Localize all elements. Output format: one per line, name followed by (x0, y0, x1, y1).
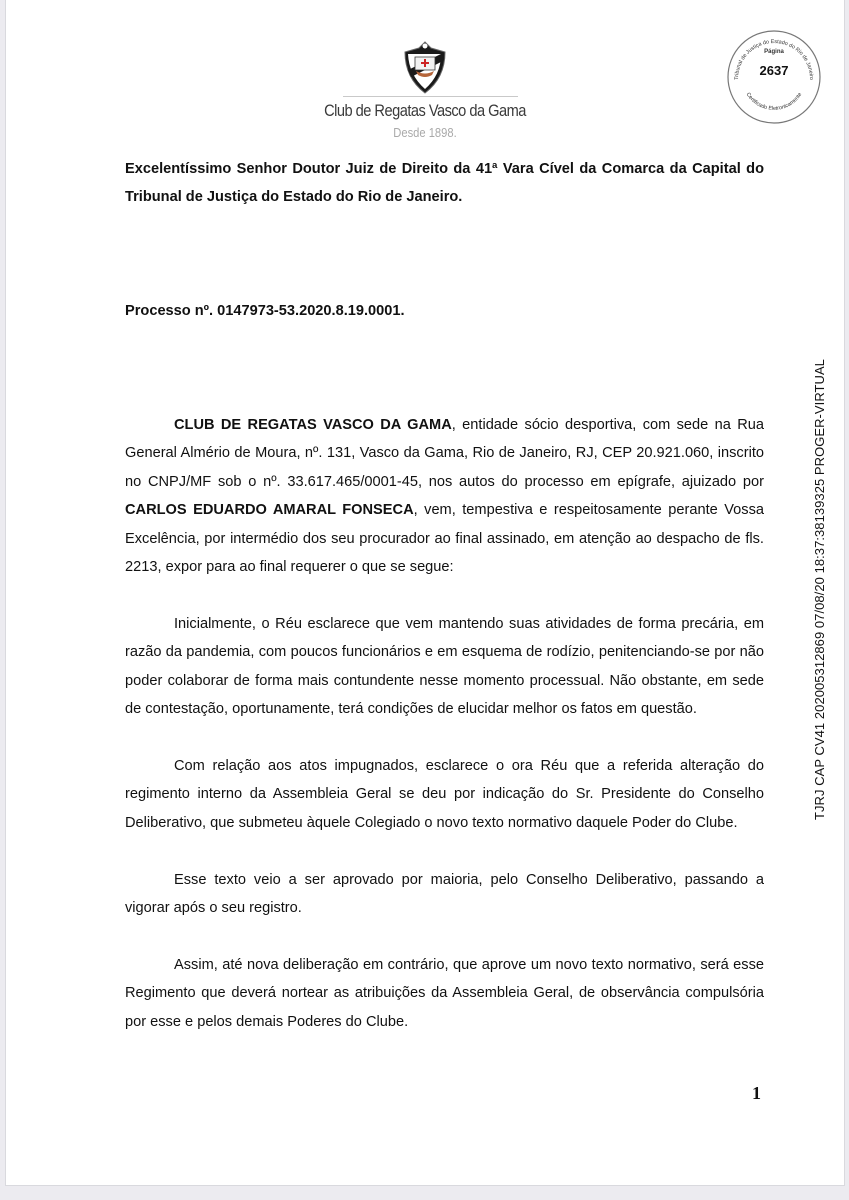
paragraph-text: , entidade sócio desportiva, com sede na Rua General Almério de Moura, nº. 131, Vasco da Gama, Rio de Janeiro, RJ, CEP 20.921.060, inscrito no CNPJ/MF sob o nº. 33.617.465/0001-45, nos autos do processo em epígrafe, ajuizado por (125, 417, 765, 490)
addressee: Excelentíssimo Senhor Doutor Juiz de Direito da 41ª Vara Cível da Comarca da Capital do Tribunal de Justiça do Estado do Rio de Janeiro. (125, 161, 764, 206)
svg-text:Certificado Eletronicamente (745, 92, 804, 112)
paragraph-conclusion (125, 951, 764, 1036)
paragraph-initial (125, 610, 764, 724)
stamp-bottom-arc: Certificado Eletronicamente (744, 91, 804, 112)
paragraph-approval (125, 866, 764, 923)
vasco-crest-icon (401, 40, 449, 95)
stamp-top-arc: Tribunal de Justiça do Estado do Rio de Janeiro (733, 38, 815, 80)
letterhead-divider (343, 96, 518, 97)
page-number: 1 (752, 1083, 761, 1103)
plaintiff-name: CARLOS EDUARDO AMARAL FONSECA (125, 502, 414, 519)
paragraph-text: Assim, até nova deliberação em contrário, que aprove um novo texto normativo, será esse Regimento que deverá nortear as atribuições da Assembleia Geral, de observância compulsória por esse e pelos demais Poderes do Clube. (125, 957, 764, 1030)
stamp-page-label: Página (764, 49, 784, 55)
process-number: Processo nº. 0147973-53.2020.8.19.0001. (125, 303, 405, 319)
party-name: CLUB DE REGATAS VASCO DA GAMA (174, 417, 452, 433)
paragraph-text: Inicialmente, o Réu esclarece que vem mantendo suas atividades de forma precária, em razão da pandemia, com poucos funcionários e em esquema de rodízio, penitenciando-se por não poder colaborar de forma mais contundente nesse momento processual. Não obstante, em sede de contestação, oportunamente, terá condições de elucidar melhor os fatos em questão. (125, 616, 764, 718)
paragraph-text: , vem, tempestiva e respeitosamente perante Vossa Excelência, por intermédio dos seu procurador ao final assinado, em atenção ao despacho de fls. 2213, expor para ao final requerer o que se segue: (125, 502, 764, 576)
club-name: Club de Regatas Vasco da Gama (324, 101, 526, 120)
side-protocol-stamp: TJRJ CAP CV41 202005312869 07/08/20 18:37:38139325 PROGER-VIRTUAL (812, 359, 827, 820)
letterhead-logo (300, 40, 550, 95)
paragraph-qualification (125, 411, 764, 581)
club-since: Desde 1898. (393, 125, 457, 140)
court-page-stamp (724, 27, 824, 127)
paragraph-text: Esse texto veio a ser aprovado por maioria, pelo Conselho Deliberativo, passando a vigorar após o seu registro. (125, 872, 764, 917)
paragraph-text: Com relação aos atos impugnados, esclarece o ora Réu que a referida alteração do regimento interno da Assembleia Geral se deu por indicação do Sr. Presidente do Conselho Deliberativo, que submeteu àquele Colegiado o novo texto normativo daquele Poder do Clube. (125, 758, 764, 831)
paragraph-acts (125, 752, 764, 837)
stamp-page-number: 2637 (759, 63, 789, 78)
